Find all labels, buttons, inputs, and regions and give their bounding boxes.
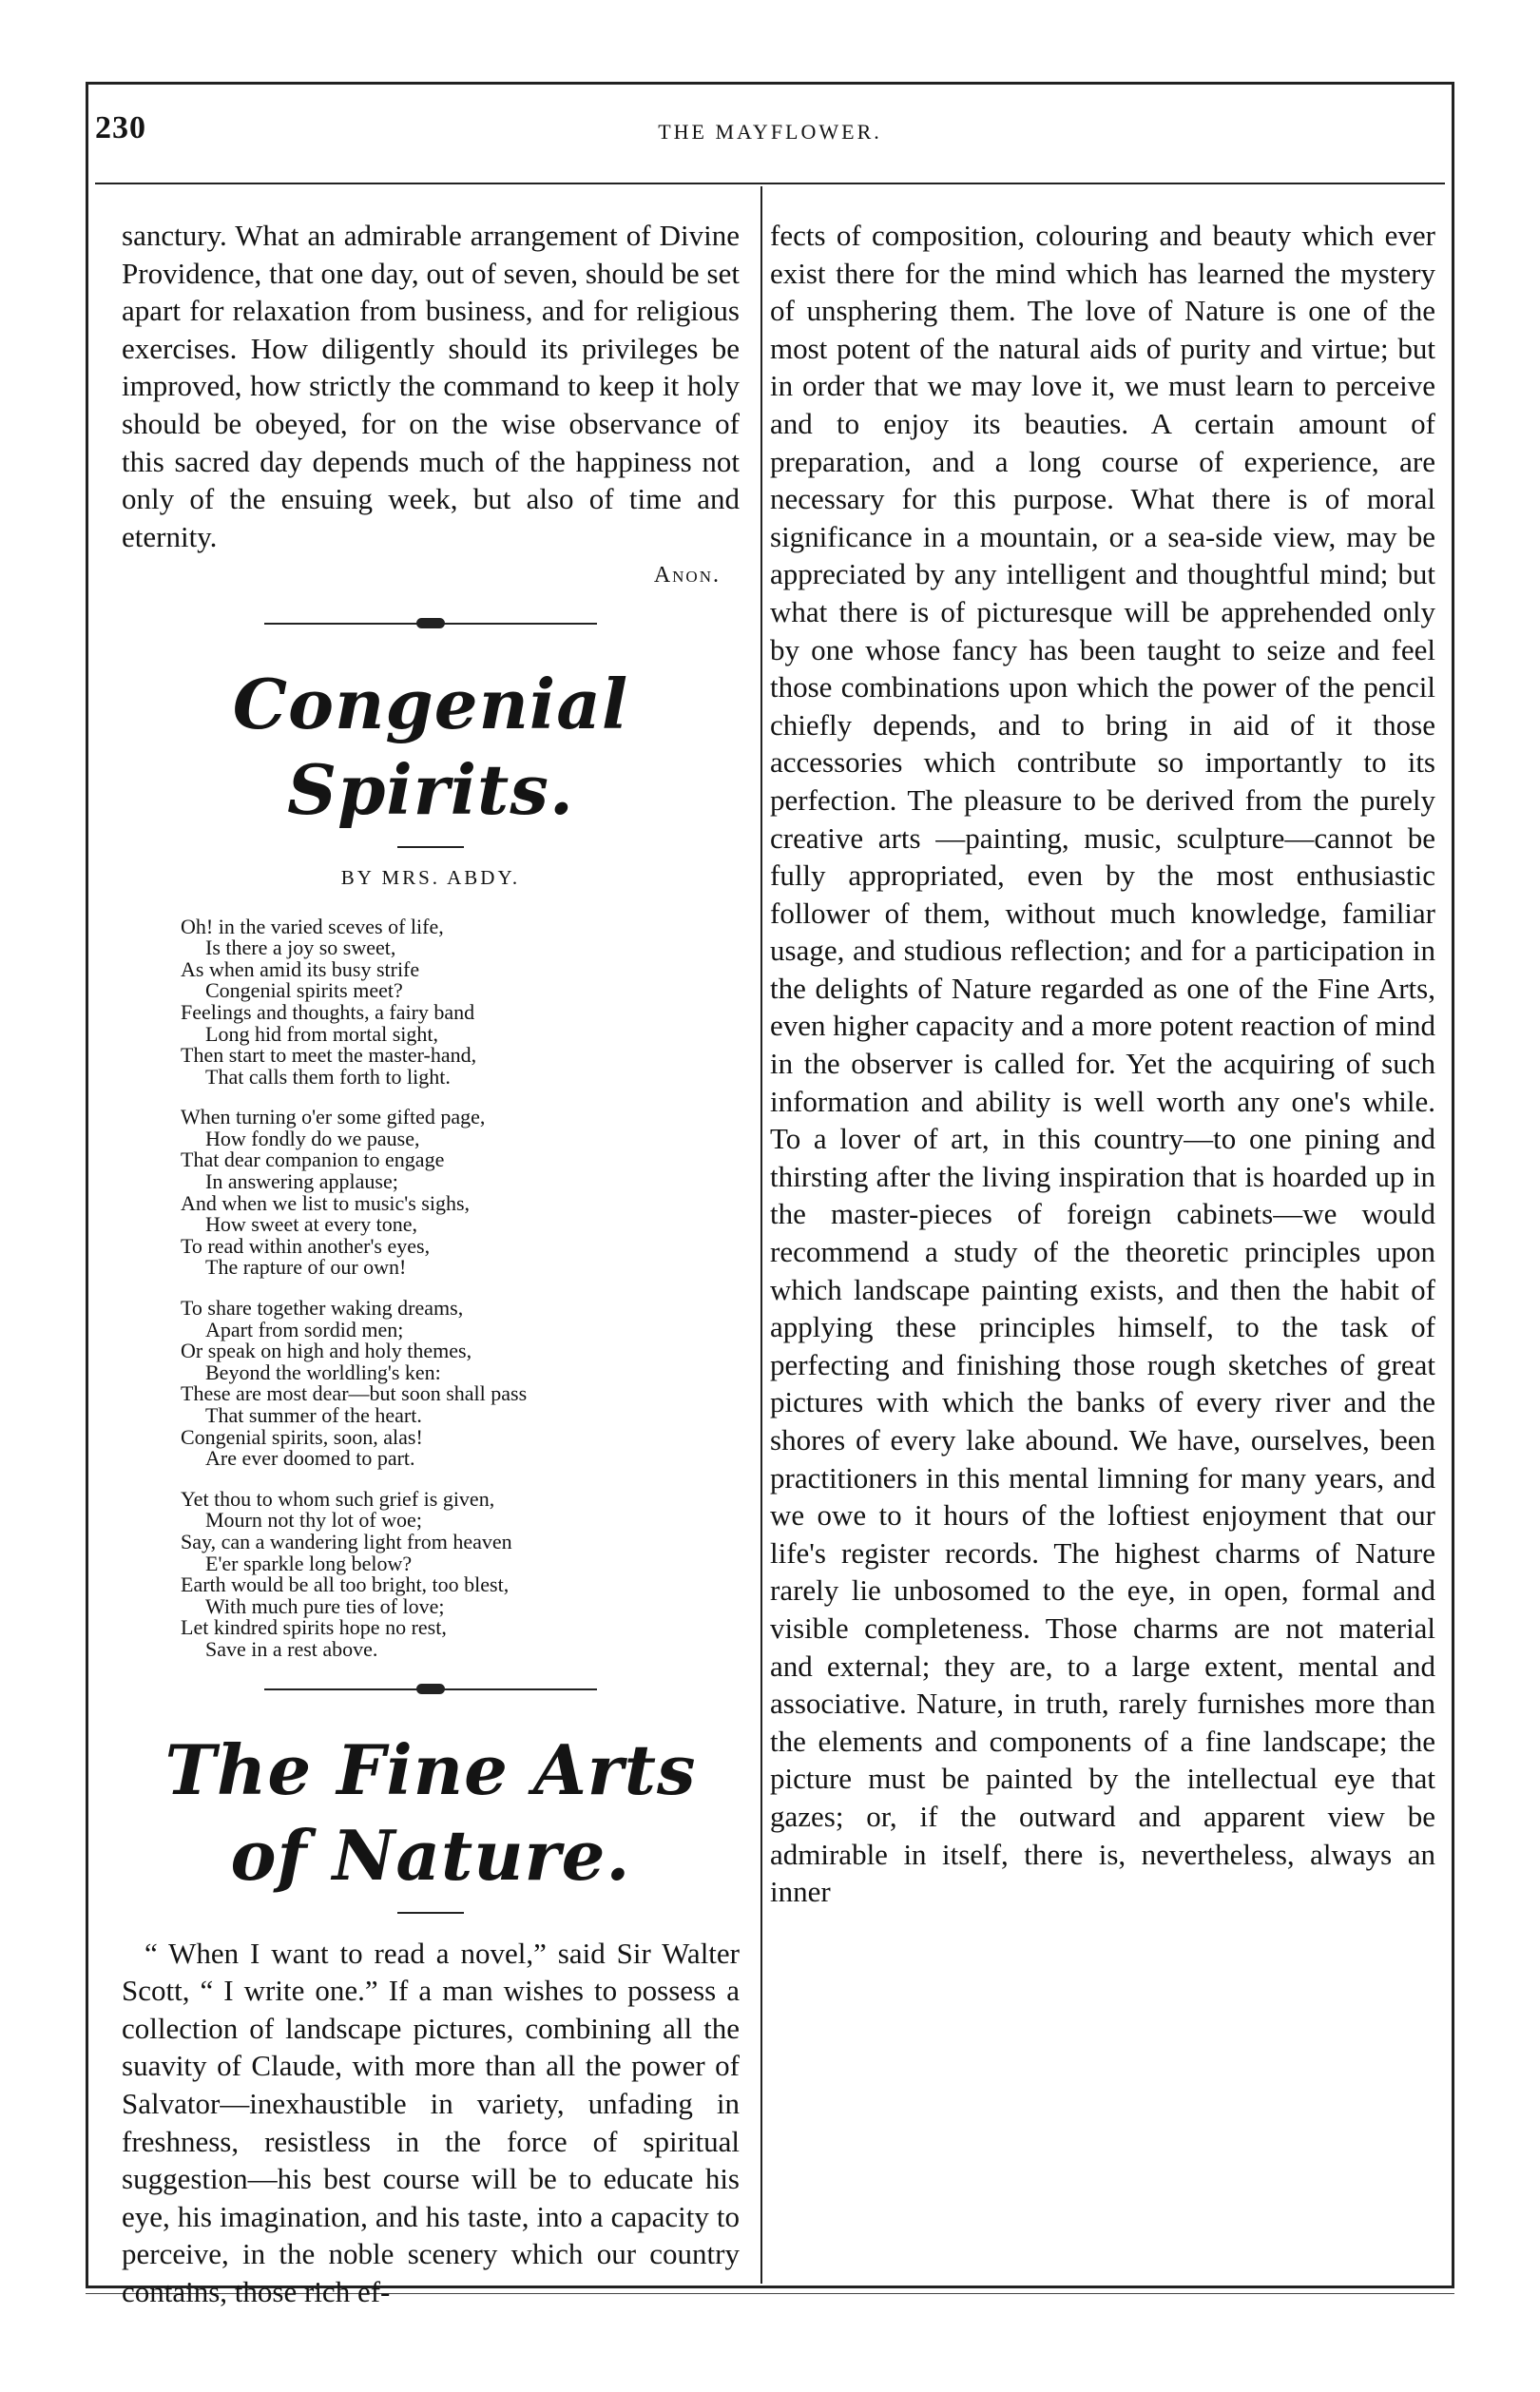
poem-line: Apart from sordid men; <box>205 1317 404 1341</box>
poem-line: With much pure ties of love; <box>205 1593 445 1618</box>
opening-paragraph: sanctury. What an admirable arrangement of Divine Providence, that one day, out of seven, should be set apart for relaxation from business, and for religious exercises. How diligently should its privileges be improved, how strictly the command to keep it holy should be obeyed, for on the wise observance of this sacred day depends much of the happiness not only of the ensuing week, but also of time and eternity. <box>122 219 740 553</box>
header-rule <box>95 183 1445 184</box>
poem-line: To share together waking dreams, <box>181 1296 464 1321</box>
poem-byline: BY MRS. ABDY. <box>340 865 521 889</box>
poem-line: Let kindred spirits hope no rest, <box>181 1615 447 1640</box>
poem-line: Feelings and thoughts, a fairy band <box>181 999 475 1024</box>
poem-line: And when we list to music's sighs, <box>181 1190 471 1215</box>
poem-line: Say, can a wandering light from heaven <box>181 1529 512 1553</box>
page-border-right <box>1452 82 1454 2287</box>
poem-line: Yet thou to whom such grief is given, <box>181 1486 495 1511</box>
stanza <box>181 1107 740 1279</box>
poem <box>181 916 740 1661</box>
signature: Anon. <box>653 563 721 588</box>
poem-line: Mourn not thy lot of woe; <box>205 1508 422 1533</box>
page-border-top <box>86 82 1454 85</box>
left-column <box>122 217 740 2310</box>
ornament-divider <box>122 1676 740 1703</box>
poem-title: Congenial Spirits. <box>232 663 629 830</box>
short-rule <box>397 846 464 848</box>
poem-line: Long hid from mortal sight, <box>205 1021 439 1046</box>
stanza <box>181 916 740 1089</box>
poem-line: Is there a joy so sweet, <box>205 936 396 960</box>
right-column <box>770 217 1435 1911</box>
poem-line: That calls them forth to light. <box>205 1064 451 1089</box>
poem-line: How sweet at every tone, <box>205 1212 417 1237</box>
page-number: 230 <box>95 110 146 145</box>
running-title: THE MAYFLOWER. <box>658 120 882 144</box>
poem-line: Then start to meet the master-hand, <box>181 1043 477 1068</box>
poem-line: To read within another's eyes, <box>181 1233 431 1258</box>
page-border-left <box>86 82 88 2287</box>
stanza <box>181 1298 740 1470</box>
poem-line: Congenial spirits, soon, alas! <box>181 1424 423 1449</box>
poem-line: That summer of the heart. <box>205 1403 422 1427</box>
poem-line: Beyond the worldling's ken: <box>205 1360 441 1384</box>
short-rule <box>397 1912 464 1914</box>
article-continuation: fects of composition, colouring and beauty which ever exist there for the mind which has learned the mystery of unsphering them. The love of Nature is one of the most potent of the natural aids of purity and virtue; but in order that we may love it, we must learn to perceive and to enjoy its beauties. A certain amount of preparation, and a long course of experience, are necessary for this purpose. What there is of moral significance in a mountain, or a sea-side view, may be appreciated by any intelligent and thoughtful mind; but what there is of picturesque will be apprehended only by one whose fancy has been taught to seize and feel those combinations upon which the power of the pencil chiefly depends, and to bring in aid of it those accessories which contribute so importantly to its perfection. The pleasure to be derived from the purely creative arts —painting, music, sculpture—cannot be fully appropriated, even by the most enthusiastic follower of them, without much knowledge, familiar usage, and studious reflection; and for a participation in the delights of Nature regarded as one of the Fine Arts, even higher capacity and a more potent reaction of mind in the observer is called for. Yet the acquiring of such information and ability is well worth any one's while. To a lover of art, in this country—to one pining and thirsting after the living inspiration that is hoarded up in the master-pieces of foreign cabinets—we would recommend a study of the theoretic principles upon which landscape painting exists, and then the habit of applying these principles himself, to the task of perfecting and finishing those rough sketches of great pictures with which the banks of every river and the shores of every lake abound. We have, ourselves, been practitioners in this mental limning for many years, and we owe to it hours of the loftiest enjoyment that our life's register records. The highest charms of Nature rarely lie unbosomed to the eye, in open, formal and visible completeness. Those charms are not material and external; they are, to a large extent, mental and associative. Nature, in truth, rarely furnishes more than the elements and components of a fine landscape; the picture must be painted by the intellectual eye that gazes; or, if the outward and apparent view be admirable in itself, there is, nevertheless, always an inner <box>770 219 1435 1909</box>
stanza <box>181 1486 740 1661</box>
poem-line: These are most dear—but soon shall pass <box>181 1381 528 1406</box>
article-opening-paragraph: “ When I want to read a novel,” said Sir Walter Scott, “ I write one.” If a man wishes to possess a collection of landscape pictures, combining all the suavity of Claude, with more than all the power of Salvator—inexhaustible in variety, unfading in freshness, resistless in the force of spiritual suggestion—his best course will be to educate his eye, his imagination, and his taste, into a capacity to perceive, in the noble scenery which our country contains, those rich ef- <box>122 1936 740 2308</box>
poem-line: Oh! in the varied sceves of life, <box>181 914 444 938</box>
page-header <box>95 110 1445 158</box>
poem-line: Are ever doomed to part. <box>205 1446 415 1471</box>
poem-line: As when amid its busy strife <box>181 956 420 981</box>
article-title: The Fine Arts of Nature. <box>164 1728 697 1896</box>
poem-line: E'er sparkle long below? <box>205 1551 413 1575</box>
poem-line: Congenial spirits meet? <box>205 978 403 1003</box>
poem-line: Save in a rest above. <box>205 1636 378 1661</box>
ornament-divider <box>122 610 740 637</box>
poem-line: The rapture of our own! <box>205 1255 407 1280</box>
column-divider <box>760 186 762 2284</box>
poem-line: Earth would be all too bright, too blest, <box>181 1572 510 1597</box>
poem-line: How fondly do we pause, <box>205 1126 420 1150</box>
poem-line: When turning o'er some gifted page, <box>181 1105 486 1129</box>
poem-line: Or speak on high and holy themes, <box>181 1339 472 1363</box>
poem-line: In answering applause; <box>205 1169 398 1194</box>
poem-line: That dear companion to engage <box>181 1148 445 1172</box>
